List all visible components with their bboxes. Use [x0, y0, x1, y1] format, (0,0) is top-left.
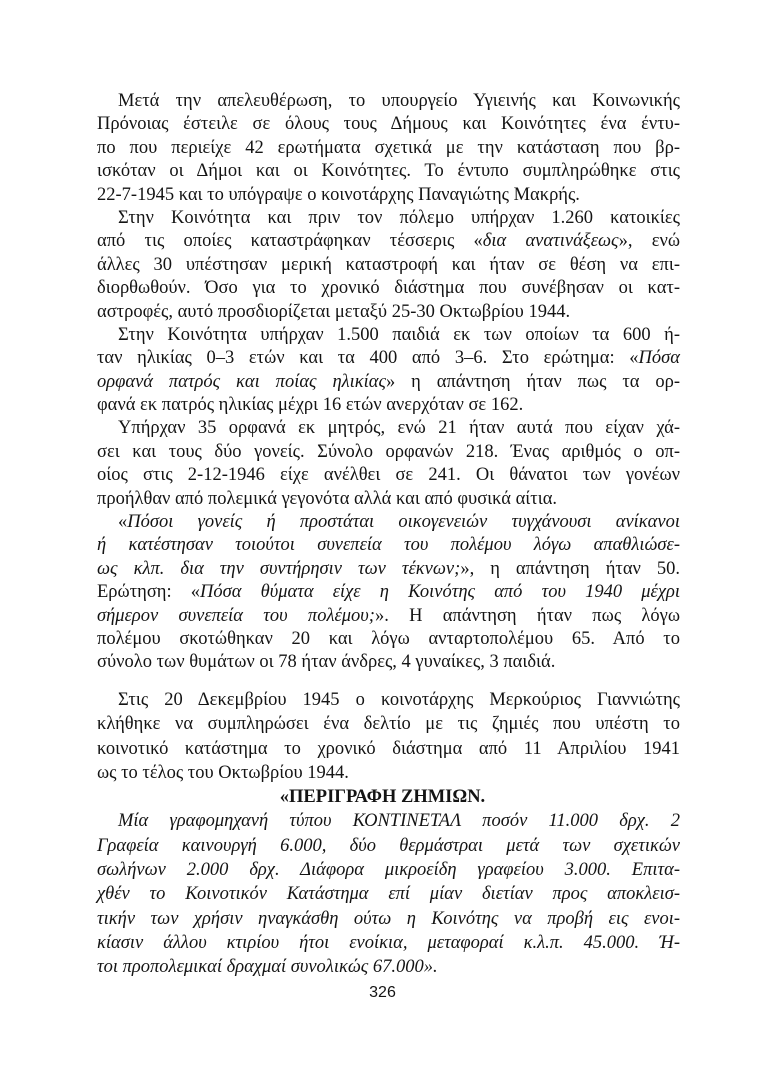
text-line	[97, 371, 680, 394]
text-line: 22-7-1945 και το υπόγραψε ο κοινοτάρχης Παναγιώτης Μακρής.	[97, 184, 580, 205]
text-line: τικήν των χρήσιν ηναγκάσθη ούτω η Κοινότης να προβή εις ενοι-	[97, 908, 680, 929]
paragraph-victims	[97, 511, 680, 675]
text-line	[97, 558, 680, 581]
text-segment: », η απάντηση ήταν 50.	[460, 558, 680, 579]
text-line: πολέμου σκοτώθηκαν 20 και λόγω ανταρτοπολέμου 65. Από το	[97, 628, 680, 649]
italic-quote: ορφανά πατρός και ποίας ηλικίας	[97, 371, 387, 392]
text-line: κίασιν άλλου κτιρίου ήτοι ενοίκια, μεταφοραί κ.λ.π. 45.000. Ή-	[97, 932, 680, 953]
text-line: κοινοτικό κατάστημα το χρονικό διάστημα από 11 Απριλίου 1941	[97, 738, 680, 759]
text-line: Υπήρχαν 35 ορφανά εκ μητρός, ενώ 21 ήταν αυτά που είχαν χά-	[118, 418, 680, 439]
paragraph-questionnaire	[97, 90, 680, 207]
italic-quote: Πόσοι γονείς ή προστάται οικογενειών τυγχάνουσι ανίκανοι	[127, 512, 680, 533]
text-segment: ταν ηλικίας 0–3 ετών και τα 400 από 3–6. Στο ερώτημα: «	[97, 348, 639, 369]
text-line	[97, 347, 680, 370]
text-line: κλήθηκε να συμπληρώσει ένα δελτίο με τις ζημιές που υπέστη το	[97, 714, 680, 735]
text-line: τοι προπολεμικαί δραχμαί συνολικώς 67.000».	[97, 957, 438, 978]
page-number: 326	[369, 984, 396, 1001]
text-line	[97, 581, 680, 604]
text-line: Πρόνοιας έστειλε σε όλους τους Δήμους και Κοινότητες ένα έντυ-	[97, 114, 680, 135]
paragraph-houses	[97, 207, 680, 324]
main-text	[97, 90, 680, 675]
text-line: χθέν το Κοινοτικόν Κατάστημα επί μίαν διετίαν προς αποκλεισ-	[97, 884, 680, 905]
text-line: Μία γραφομηχανή τύπου ΚΟΝΤΙΝΕΤΑΛ ποσόν 11.000 δρχ. 2	[118, 811, 680, 832]
paragraph-damage-description	[97, 809, 680, 979]
text-line: σύνολο των θυμάτων οι 78 ήταν άνδρες, 4 γυναίκες, 3 παιδιά.	[97, 652, 556, 673]
text-line: σωλήνων 2.000 δρχ. Διάφορα μικροείδη γραφείου 3.000. Επιτα-	[97, 860, 680, 881]
text-line: αστροφές, αυτό προσδιορίζεται μεταξύ 25-30 Οκτωβρίου 1944.	[97, 301, 571, 322]
text-segment: από τις οποίες καταστράφηκαν τέσσερις «	[97, 231, 483, 252]
text-line: Στην Κοινότητα υπήρχαν 1.500 παιδιά εκ των οποίων τα 600 ή-	[118, 324, 680, 345]
text-line: φανά εκ πατρός ηλικίας μέχρι 16 ετών ανερχόταν σε 162.	[97, 395, 524, 416]
text-line: ως το τέλος του Οκτωβρίου 1944.	[97, 762, 349, 783]
italic-quote: σήμερον συνεπεία του πολέμου;	[97, 605, 375, 626]
text-line: προήλθαν από πολεμικά γεγονότα αλλά και από φυσικά αίτια.	[97, 488, 558, 509]
text-segment: ». Η απάντηση ήταν πως λόγω	[374, 605, 680, 626]
text-segment: «	[118, 512, 128, 533]
text-line: σει και τους δύο γονείς. Σύνολο ορφανών 218. Ένας αριθμός ο οπ-	[97, 441, 680, 462]
text-line: διορθωθούν. Όσο για το χρονικό διάστημα που συνέβησαν οι κατ-	[97, 278, 680, 299]
paragraph-damage-intro	[97, 688, 680, 785]
text-segment: Ερώτηση: «	[97, 582, 201, 603]
text-line: Στις 20 Δεκεμβρίου 1945 ο κοινοτάρχης Μερκούριος Γιαννιώτης	[118, 690, 680, 710]
italic-quote: ως κλπ. δια την συντήρησιν των τέκνων;	[97, 558, 461, 579]
text-line: Μετά την απελευθέρωση, το υπουργείο Υγιεινής και Κοινωνικής	[118, 91, 680, 111]
text-line: άλλες 30 υπέστησαν μερική καταστροφή και ήταν σε θέση να επι-	[97, 254, 680, 275]
text-line: Γραφεία καινουργή 6.000, δύο θερμάστραι μετά των σχετικών	[97, 835, 680, 856]
text-segment: », ενώ	[618, 231, 680, 252]
text-line	[97, 511, 680, 534]
text-line: ή κατέστησαν τοιούτοι συνεπεία του πολέμου λόγω απαθλιώσε-	[97, 535, 680, 556]
text-line: οίος στις 2-12-1946 είχε ανέλθει σε 241. Οι θάνατοι των γονέων	[97, 465, 680, 486]
text-line: ισκόταν οι Δήμοι και οι Κοινότητες. Το έντυπο συμπληρώθηκε στις	[97, 161, 680, 182]
italic-quote: δια ανατινάξεως	[482, 231, 619, 252]
paragraph-children	[97, 324, 680, 418]
damage-report-heading: «ΠΕΡΙΓΡΑΦΗ ΖΗΜΙΩΝ.	[279, 787, 486, 808]
italic-quote: Πόσα θύματα είχε η Κοινότης από του 1940 μέχρι	[200, 582, 680, 603]
paragraph-orphans	[97, 417, 680, 511]
text-segment: » η απάντηση ήταν πως τα ορ-	[386, 371, 680, 392]
text-line: πο που περιείχε 42 ερωτήματα σχετικά με την κατάσταση που βρ-	[97, 137, 680, 158]
damage-report-section	[97, 688, 680, 980]
text-line	[97, 230, 680, 253]
text-line	[97, 605, 680, 628]
text-line: Στην Κοινότητα και πριν τον πόλεμο υπήρχαν 1.260 κατοικίες	[118, 207, 680, 228]
italic-quote: Πόσα	[638, 348, 680, 369]
